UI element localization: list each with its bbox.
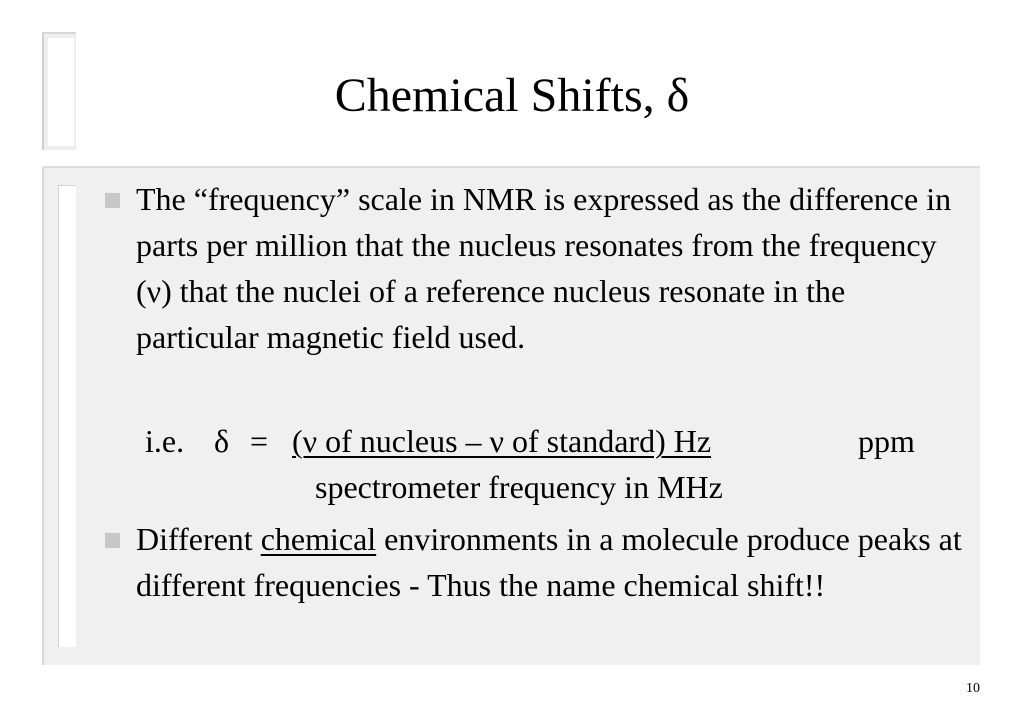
bullet-text-2 [136, 516, 966, 608]
content-side-bar [58, 185, 76, 647]
bullet-marker-2 [105, 533, 120, 548]
formula-unit: ppm [858, 423, 915, 459]
bullet-2-trailing-text: environments in a molecule produce peaks at different frequencies - Thus the name chemical shift!! [136, 521, 962, 603]
slide-title: Chemical Shifts, δ [334, 69, 690, 122]
formula-delta-symbol: δ [214, 423, 230, 459]
page-number: 10 [966, 681, 980, 696]
formula-equals: = [250, 423, 269, 459]
formula-prefix: i.e. [145, 423, 185, 459]
bullet-2-underlined-word: chemical [260, 521, 377, 557]
bullet-text-1: The “frequency” scale in NMR is expressed as the difference in parts per million that the nucleus resonates from the frequency (ν) that the nuclei of a reference nucleus resonate in the particular magnetic field used. [136, 181, 952, 355]
formula-denominator: spectrometer frequency in MHz [315, 469, 723, 505]
bullet-2-lead-text: Different [136, 521, 261, 557]
bullet-marker-1 [105, 193, 120, 208]
formula-numerator: (ν of nucleus – ν of standard) Hz [292, 423, 712, 459]
